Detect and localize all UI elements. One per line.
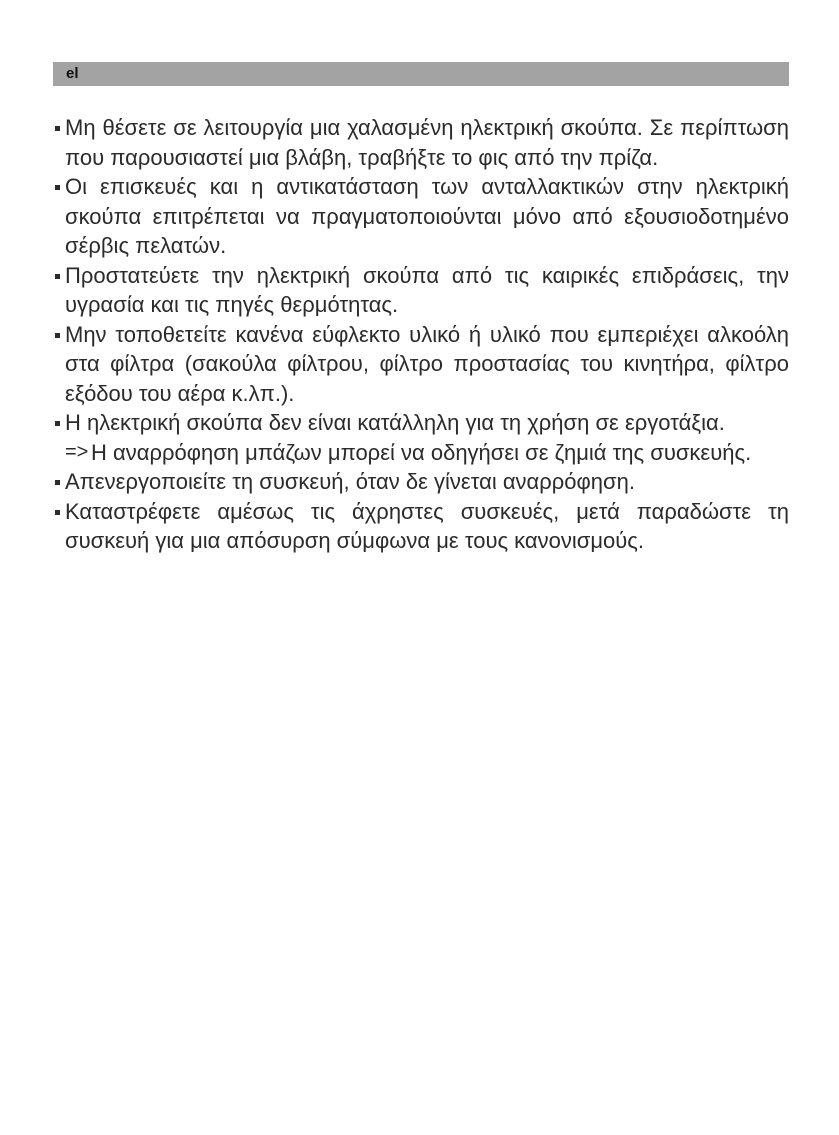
list-item [55, 320, 789, 409]
language-header-bar [53, 62, 789, 86]
list-item-text: Καταστρέφετε αμέσως τις άχρηστες συσκευές, μετά παραδώστε τη συσκευή για μια απόσυρση σύμφωνα με τους κανονισμούς. [65, 498, 789, 553]
bullet-icon [55, 480, 60, 485]
list-item [55, 261, 789, 320]
list-item [55, 467, 789, 497]
bullet-icon [55, 510, 60, 515]
list-item-text: Οι επισκευές και η αντικατάσταση των ανταλλακτικών στην ηλεκτρική σκούπα επιτρέπεται να πραγματοποιούνται μόνο από εξουσιοδοτημένο σέρβις πελατών. [65, 174, 789, 258]
language-code: el [66, 65, 79, 82]
list-sub-item-text: Η αναρρόφηση μπάζων μπορεί να οδηγήσει σε ζημιά της συσκευής. [91, 439, 752, 465]
safety-instructions-list [55, 113, 789, 556]
list-item [55, 172, 789, 261]
list-item-text: Απενεργοποιείτε τη συσκευή, όταν δε γίνεται αναρρόφηση. [65, 469, 635, 494]
bullet-icon [55, 126, 60, 131]
list-item-text: Προστατεύετε την ηλεκτρική σκούπα από τις καιρικές επιδράσεις, την υγρασία και τις πηγές θερμότητας. [65, 262, 789, 317]
bullet-icon [55, 185, 60, 190]
bullet-icon [55, 333, 60, 338]
list-item [55, 408, 789, 438]
list-item-text: Η ηλεκτρική σκούπα δεν είναι κατάλληλη για τη χρήση σε εργοτάξια. [65, 410, 725, 435]
list-item [55, 497, 789, 556]
list-item [55, 113, 789, 172]
bullet-icon [55, 274, 60, 279]
list-sub-item [55, 438, 789, 468]
list-item-text: Μην τοποθετείτε κανένα εύφλεκτο υλικό ή υλικό που εμπεριέχει αλκοόλη στα φίλτρα (σακούλα φίλτρου, φίλτρο προστασίας του κινητήρα, φίλτρο εξόδου του αέρα κ.λπ.). [65, 321, 789, 406]
arrow-icon: => [65, 440, 89, 463]
bullet-icon [55, 421, 60, 426]
list-item-text: Μη θέσετε σε λειτουργία μια χαλασμένη ηλεκτρική σκούπα. Σε περίπτωση που παρουσιαστεί μια βλάβη, τραβήξτε το φις από την πρίζα. [65, 115, 789, 170]
